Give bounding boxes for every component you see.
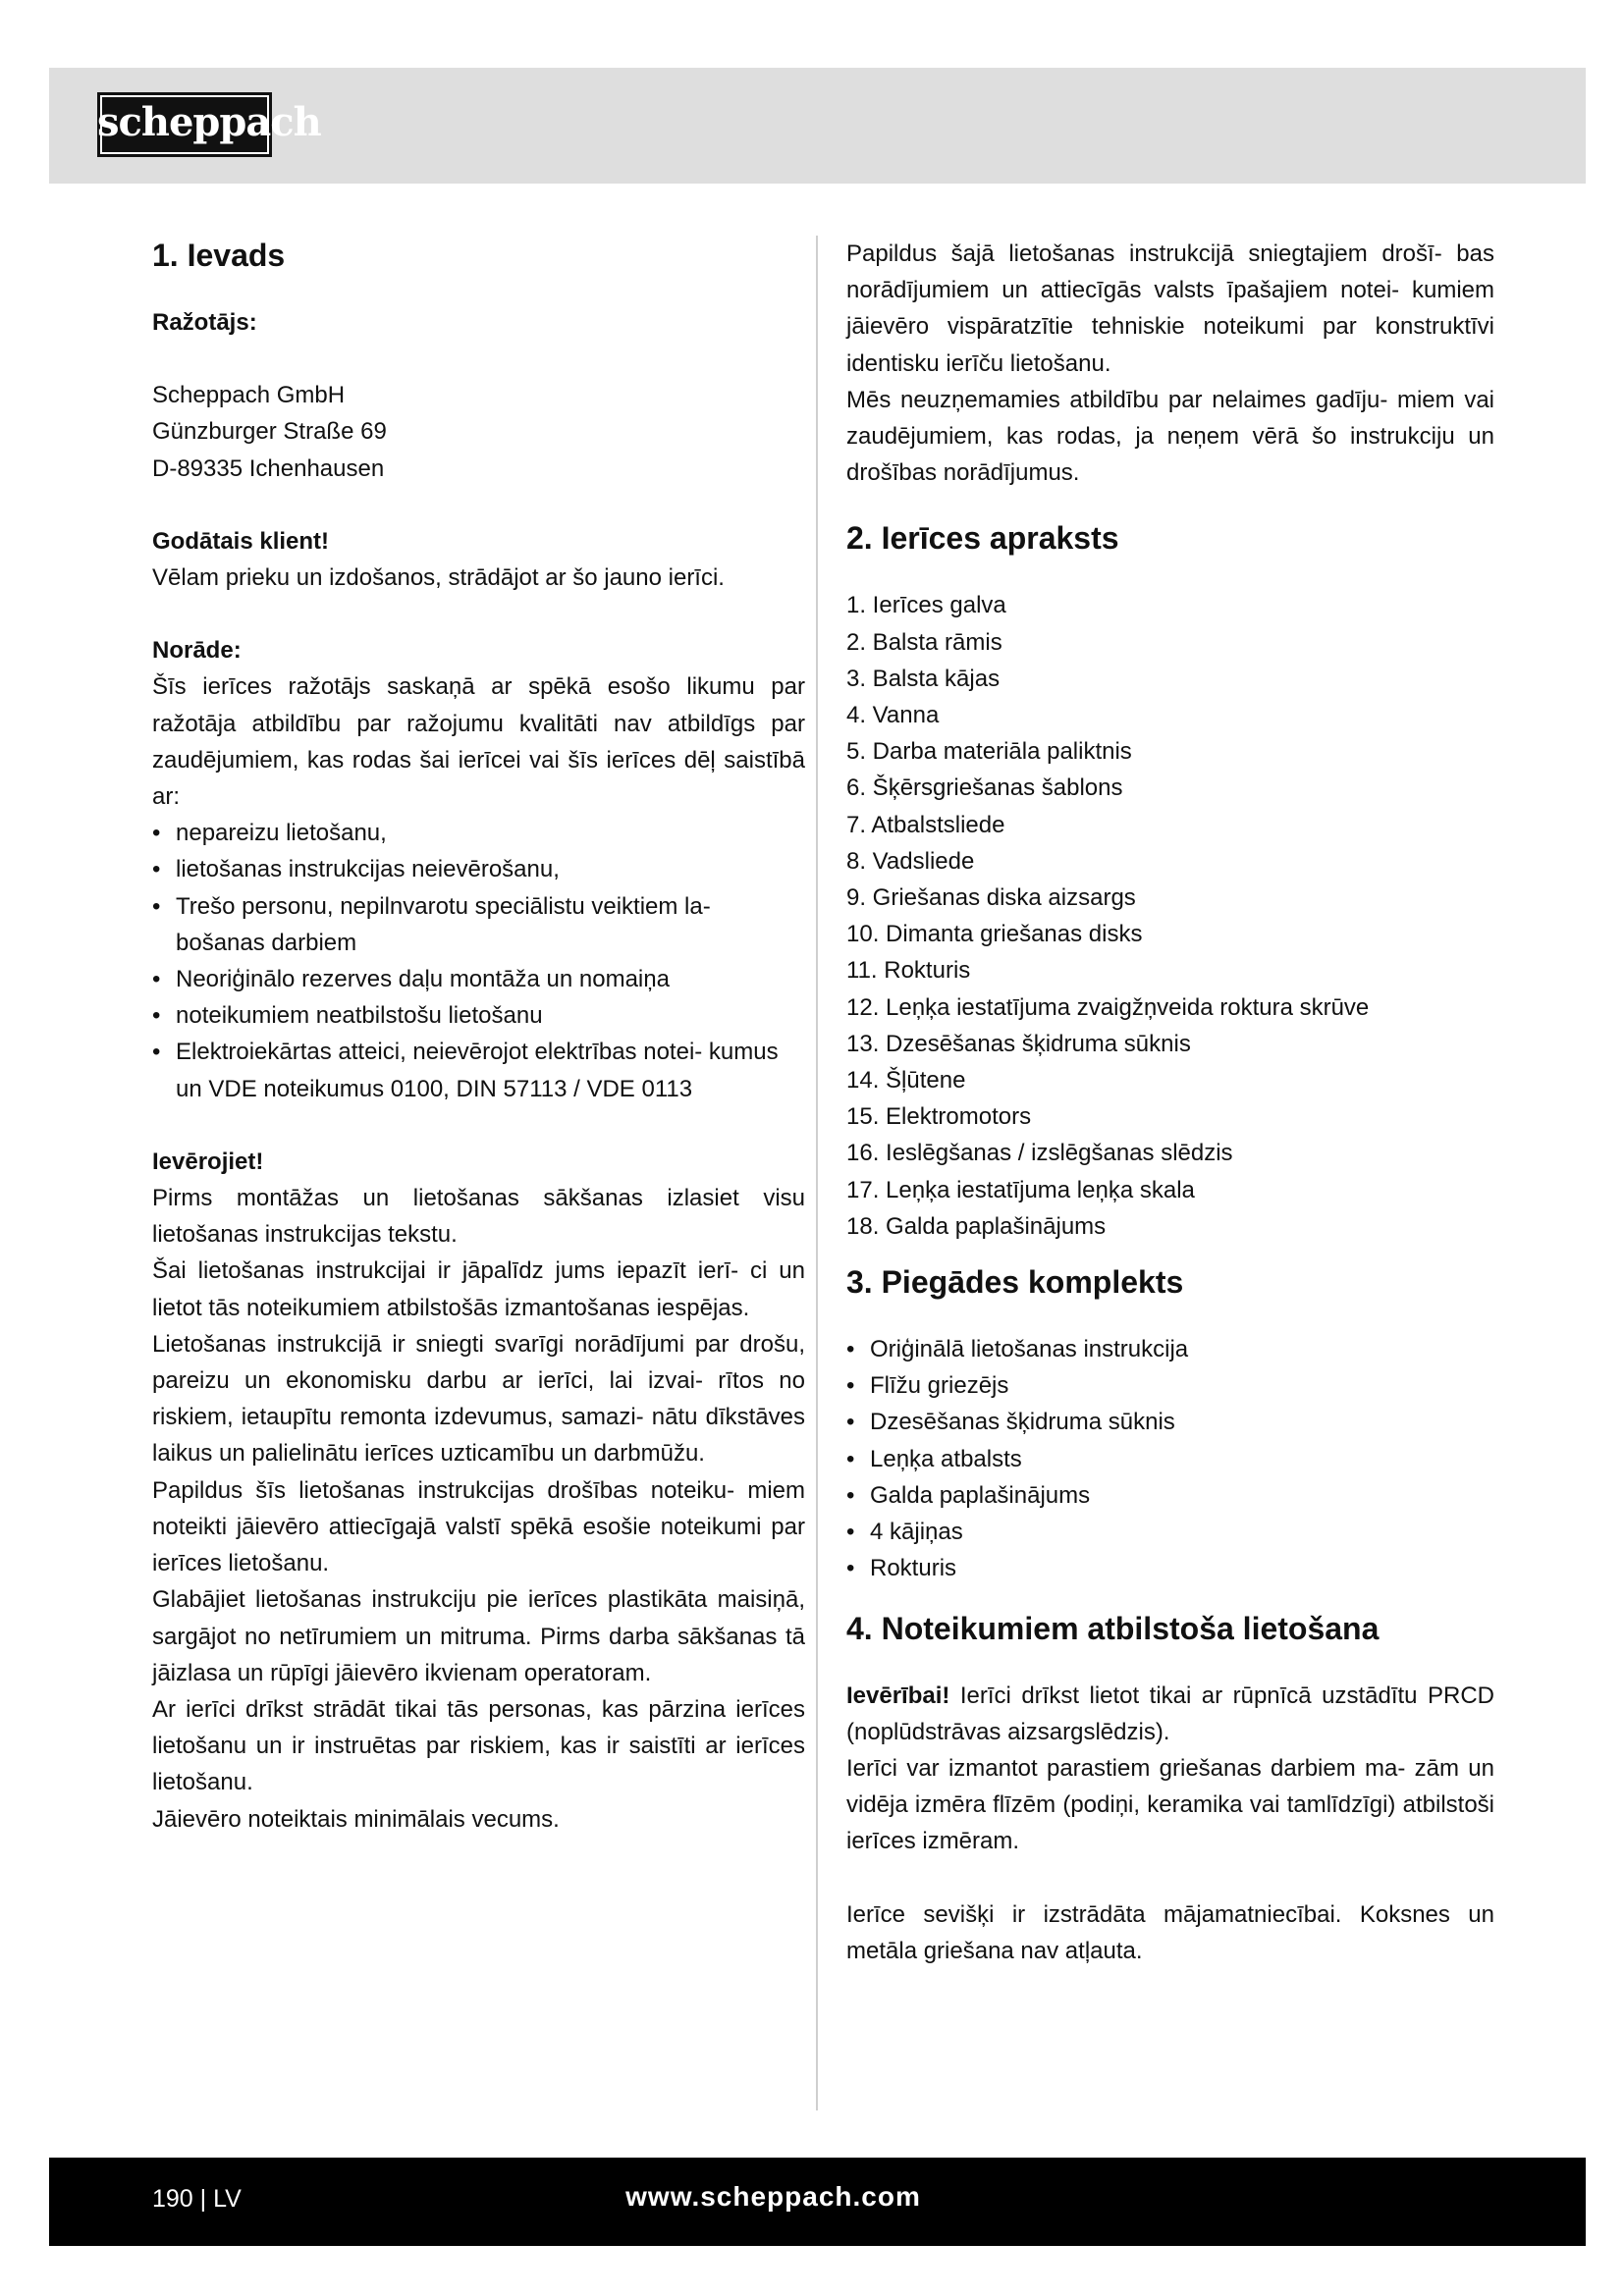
list-item: 2. Balsta rāmis (846, 628, 1002, 656)
paragraph: Ierīce sevišķi ir izstrādāta mājamatniecībai. Koksnes un metāla griešana nav atļauta. (846, 1900, 1494, 1964)
use-paragraph (846, 1678, 1494, 1750)
list-item: 3. Balsta kājas (846, 665, 1001, 692)
section-3-heading: 3. Piegādes komplekts (846, 1264, 1184, 1301)
list-item: 11. Rokturis (846, 957, 971, 985)
list-item: 5. Darba materiāla paliktnis (846, 738, 1132, 766)
list-item: 16. Ieslēgšanas / izslēgšanas slēdzis (846, 1140, 1233, 1167)
section-4-heading: 4. Noteikumiem atbilstoša lietošana (846, 1610, 1380, 1646)
list-item: • nepareizu lietošanu, (152, 815, 805, 851)
list-item: • Rokturis (846, 1550, 1494, 1586)
list-item: • lietošanas instrukcijas neievērošanu, (152, 851, 805, 887)
column-divider (816, 236, 818, 2110)
list-item: • Dzesēšanas šķidruma sūknis (846, 1404, 1494, 1440)
list-item: 17. Leņķa iestatījuma leņķa skala (846, 1176, 1195, 1203)
paragraph: Jāievēro noteiktais minimālais vecums. (152, 1805, 560, 1833)
list-item: • Flīžu griezējs (846, 1367, 1494, 1404)
list-item: 10. Dimanta griešanas disks (846, 921, 1143, 948)
address-line: D-89335 Ichenhausen (152, 454, 385, 482)
page-header (49, 68, 1586, 184)
paragraph: Ierīci var izmantot parastiem griešanas darbiem ma- zām un vidēja izmēra flīzēm (podiņi, keramika vai tamlīdzīgi) atbilstoši ierīces izmēram. (846, 1754, 1494, 1855)
paragraph: Šai lietošanas instrukcijai ir jāpalīdz jums iepazīt ierī- ci un lietot tās noteikumiem atbilstošās izmantošanas iespējas. (152, 1257, 805, 1321)
paragraph: Ar ierīci drīkst strādāt tikai tās personas, kas pārzina ierīces lietošanu un ir instruētas par riskiem, kas ir saistīti ar ierīces lietošanu. (152, 1695, 805, 1796)
list-item: • Oriģinālā lietošanas instrukcija (846, 1331, 1494, 1367)
list-item: • 4 kājiņas (846, 1514, 1494, 1550)
list-item: 14. Šļūtene (846, 1067, 966, 1095)
website-url (49, 2181, 1586, 2213)
greeting-label: Godātais klient! (152, 527, 330, 555)
paragraph: Mēs neuzņemamies atbildību par nelaimes gadīju- miem vai zaudējumiem, kas rodas, ja neņem vērā šo instrukciju un drošības norādījumus. (846, 386, 1494, 487)
scheppach-logo: scheppach (97, 92, 272, 157)
list-item: • Trešo personu, nepilnvarotu speciālistu veiktiem la- bošanas darbiem (152, 888, 805, 961)
parts-list (846, 587, 1494, 1245)
website-url-text: www.scheppach.com (625, 2181, 921, 2212)
list-item: • Elektroiekārtas atteici, neievērojot elektrības notei- kumus un VDE noteikumus 0100, DIN 57113 / VDE 0113 (152, 1034, 805, 1106)
list-item: 7. Atbalstsliede (846, 811, 1005, 838)
note-list (152, 815, 805, 1107)
page-number: 190 | LV (152, 2185, 242, 2213)
paragraph: Papildus šajā lietošanas instrukcijā sniegtajiem drošī- bas norādījumiem un attiecīgās valsts īpašajiem notei- kumiem jāievēro vispāratzītie tehniskie noteikumi par konstruktīvi identisku ierīču lietošanu. (846, 240, 1494, 377)
address-line: Günzburger Straße 69 (152, 418, 387, 446)
page-footer (49, 2158, 1586, 2246)
section-1-heading: 1. Ievads (152, 238, 286, 273)
use-label: Ievērībai! (846, 1682, 950, 1709)
list-item: 12. Leņķa iestatījuma zvaigžņveida roktura skrūve (846, 993, 1370, 1021)
left-column (152, 236, 805, 1838)
paragraph: Pirms montāžas un lietošanas sākšanas izlasiet visu lietošanas instrukcijas tekstu. (152, 1185, 805, 1249)
list-item: • noteikumiem neatbilstošu lietošanu (152, 997, 805, 1034)
right-column (846, 236, 1494, 1969)
list-item: 6. Šķērsgriešanas šablons (846, 774, 1123, 802)
address-line: Scheppach GmbH (152, 382, 346, 409)
list-item: • Neoriģinālo rezerves daļu montāža un nomaiņa (152, 961, 805, 997)
list-item: • Leņķa atbalsts (846, 1441, 1494, 1477)
paragraph: Glabājiet lietošanas instrukciju pie ierīces plastikāta maisiņā, sargājot no netīrumiem un mitruma. Pirms darba sākšanas tā jāizlasa un rūpīgi jāievēro ikvienam operatoram. (152, 1586, 805, 1686)
list-item: 8. Vadsliede (846, 847, 975, 875)
list-item: 9. Griešanas diska aizsargs (846, 884, 1136, 912)
manufacturer-label: Ražotājs: (152, 309, 257, 336)
delivery-list (846, 1331, 1494, 1586)
greeting-text: Vēlam prieku un izdošanos, strādājot ar šo jauno ierīci. (152, 564, 725, 592)
section-2-heading: 2. Ierīces apraksts (846, 520, 1119, 557)
list-item: 1. Ierīces galva (846, 592, 1006, 619)
note-label: Norāde: (152, 637, 242, 665)
paragraph: Papildus šīs lietošanas instrukcijas drošības noteiku- miem noteikti jāievēro attiecīgajā valstī spēkā esošie noteikumi par ierīces lietošanu. (152, 1476, 805, 1577)
list-item: 18. Galda paplašinājums (846, 1212, 1107, 1240)
list-item: 15. Elektromotors (846, 1103, 1032, 1131)
list-item: 4. Vanna (846, 702, 940, 729)
note-text: Šīs ierīces ražotājs saskaņā ar spēkā esošo likumu par ražotāja atbildību par ražojumu kvalitāti nav atbildīgs par zaudējumiem, kas rodas šai ierīcei vai šīs ierīces dēļ saistībā ar: (152, 673, 805, 811)
use-text: Ierīci drīkst lietot tikai ar rūpnīcā uzstādītu PRCD (noplūdstrāvas aizsargslēdzis). (846, 1682, 1494, 1745)
attention-label: Ievērojiet! (152, 1148, 264, 1175)
list-item: 13. Dzesēšanas šķidruma sūknis (846, 1030, 1191, 1057)
list-item: • Galda paplašinājums (846, 1477, 1494, 1514)
paragraph: Lietošanas instrukcijā ir sniegti svarīgi norādījumi par drošu, pareizu un ekonomisku darbu ar ierīci, lai izvai- rītos no riskiem, ietaupītu remonta izdevumus, samazi- nātu dīkstāves laikus un palielinātu ierīces uzticamību un darbmūžu. (152, 1330, 805, 1468)
